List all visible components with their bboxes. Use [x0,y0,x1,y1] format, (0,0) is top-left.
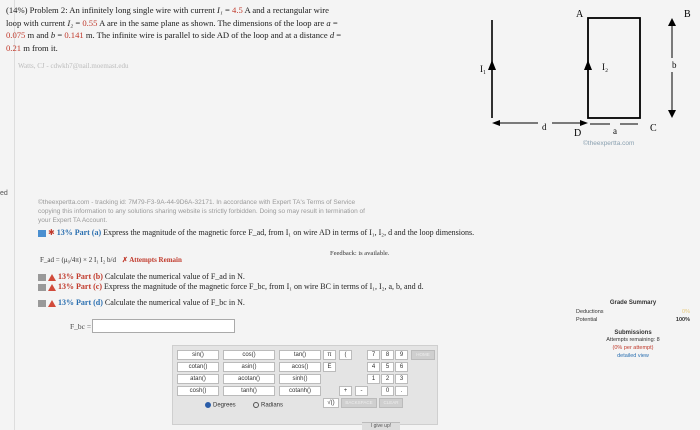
problem-line-2: loop with current I₂ = 0.55 A are in the same plane as shown. The dimensions of the loop are a = [6,17,338,28]
key-2[interactable]: 2 [381,374,394,384]
grade-summary [572,300,694,360]
key-pi[interactable]: π [323,350,336,360]
key-e[interactable]: E [323,362,336,372]
key-paren[interactable]: ( [339,350,352,360]
copyright-line-2: copying this information to any solutions sharing website is strictly forbidden. Doing so may result in termination of [38,208,365,215]
page-divider [14,0,15,430]
student-id: Watts, CJ - cdwkh7@nail.moemast.edu [18,62,129,70]
corner-B: B [684,9,691,20]
copyright-line-3: your Expert TA Account. [38,217,108,224]
detailed-view-link[interactable]: detailed view [617,353,649,359]
loop-a-value: 0.075 [6,30,26,41]
part-d-status-icon [38,300,46,307]
loop-current-arrow [584,60,592,70]
label-I2: I₂ [602,62,609,72]
problem-line-4: 0.21 m from it. [6,42,58,53]
wire-loop-diagram [450,0,700,145]
answer-label: F_bc = [70,322,92,331]
warning-icon [48,284,56,291]
key-8[interactable]: 8 [381,350,394,360]
part-a-status-icon [38,230,46,237]
part-c-text: Express the magnitude of the magnetic force F_bc, from I₁ on wire BC in terms of I₁, I₂, a, b, and d. [103,282,424,291]
watermark: ©theexpertta.com [583,140,635,147]
fn-cos[interactable]: cos() [223,350,275,360]
star-icon: ✱ [48,228,55,237]
part-b-status-icon [38,274,46,281]
corner-D: D [574,128,582,139]
fn-sin[interactable]: sin() [177,350,219,360]
fn-asin[interactable]: asin() [223,362,275,372]
part-b-text: Calculate the numerical value of F_ad in N. [104,272,245,281]
fn-acos[interactable]: acos() [279,362,321,372]
clear-button[interactable]: CLEAR [379,398,403,408]
distance-d-value: 0.21 [6,42,22,53]
key-6[interactable]: 6 [395,362,408,372]
label-I1: I₁ [480,64,487,74]
feedback-link[interactable]: Feedback: is available. [330,250,390,257]
label-a: a [613,126,617,136]
calculator [172,345,438,425]
fn-tan[interactable]: tan() [279,350,321,360]
submissions-title: Submissions [614,330,652,336]
fn-cosh[interactable]: cosh() [177,386,219,396]
key-1[interactable]: 1 [367,374,380,384]
part-b[interactable]: 13% Part (b) Calculate the numerical value of F_ad in N. [38,272,245,281]
key-plus[interactable]: + [339,386,352,396]
backspace-button[interactable]: BACKSPACE [341,398,377,408]
fn-cotanh[interactable]: cotanh() [279,386,321,396]
corner-C: C [650,123,657,134]
key-5[interactable]: 5 [381,362,394,372]
key-9[interactable]: 9 [395,350,408,360]
problem-statement [6,4,446,54]
answer-input[interactable] [92,319,235,333]
give-up-button[interactable]: I give up! [362,422,400,430]
loop-b-value: 0.141 [64,30,84,41]
degrees-option[interactable]: Degrees [205,402,236,409]
label-d: d [542,122,547,132]
attempts-remain: ✗ Attempts Remain [121,256,182,264]
part-d-text: Calculate the numerical value of F_bc in N. [104,298,245,307]
loop-current-value: 0.55 [82,17,98,28]
grade-summary-title: Grade Summary [609,300,657,306]
label-b: b [672,60,677,70]
part-a-formula: F_ad = (μ₀/4π) × 2 I₁ I₂ b/d ✗ Attempts Remain [40,256,182,264]
fn-sinh[interactable]: sinh() [279,374,321,384]
problem-line-3: 0.075 m and b = 0.141 m. The infinite wire is parallel to side AD of the loop and at a distance d = [6,30,342,41]
rectangular-loop [588,18,640,118]
radians-radio[interactable] [253,402,259,408]
key-4[interactable]: 4 [367,362,380,372]
key-3[interactable]: 3 [395,374,408,384]
deductions-row: Deductions 0% [576,309,690,315]
fn-cotan[interactable]: cotan() [177,362,219,372]
home-button[interactable]: HOME [411,350,435,360]
part-a[interactable]: ✱ 13% Part (a) Express the magnitude of the magnetic force F_ad, from I₁ on wire AD in terms of I₁, I₂, d and the loop dimensions. [38,228,474,237]
warning-icon [48,300,56,307]
warning-icon [48,274,56,281]
key-sqrt[interactable]: √() [323,398,339,408]
potential-row: Potential 100% [576,317,690,323]
edge-label: ed [0,190,8,197]
fn-atan[interactable]: atan() [177,374,219,384]
fn-tanh[interactable]: tanh() [223,386,275,396]
part-c-status-icon [38,284,46,291]
wire-current-arrow [488,60,496,70]
copyright-line-1: ©theexpertta.com - tracking id: 7M79-F3-9A-44-9D6A-32171. In accordance with Expert TA's Terms of Service [38,199,356,206]
attempts-remaining: Attempts remaining: 8 [606,337,660,343]
part-a-text: Express the magnitude of the magnetic force F_ad, from I₁ on wire AD in terms of I₁, I₂, d and the loop dimensions. [103,228,475,237]
key-dot[interactable]: . [395,386,408,396]
key-7[interactable]: 7 [367,350,380,360]
degrees-radio[interactable] [205,402,211,408]
part-d[interactable]: 13% Part (d) Calculate the numerical value of F_bc in N. [38,298,245,307]
fn-acotan[interactable]: acotan() [223,374,275,384]
wire-current-value: 4.5 [232,5,243,15]
key-0[interactable]: 0 [381,386,394,396]
radians-option[interactable]: Radians [253,402,283,409]
per-attempt: (0% per attempt) [612,345,654,351]
part-c[interactable]: 13% Part (c) Express the magnitude of the magnetic force F_bc, from I₁ on wire BC in terms of I₁, I₂, a, b, and d. [38,282,424,291]
corner-A: A [576,9,584,20]
problem-line-1: (14%) Problem 2: An infinitely long single wire with current I₁ = 4.5 A and a rectangular wire [6,5,329,15]
key-minus[interactable]: - [355,386,368,396]
